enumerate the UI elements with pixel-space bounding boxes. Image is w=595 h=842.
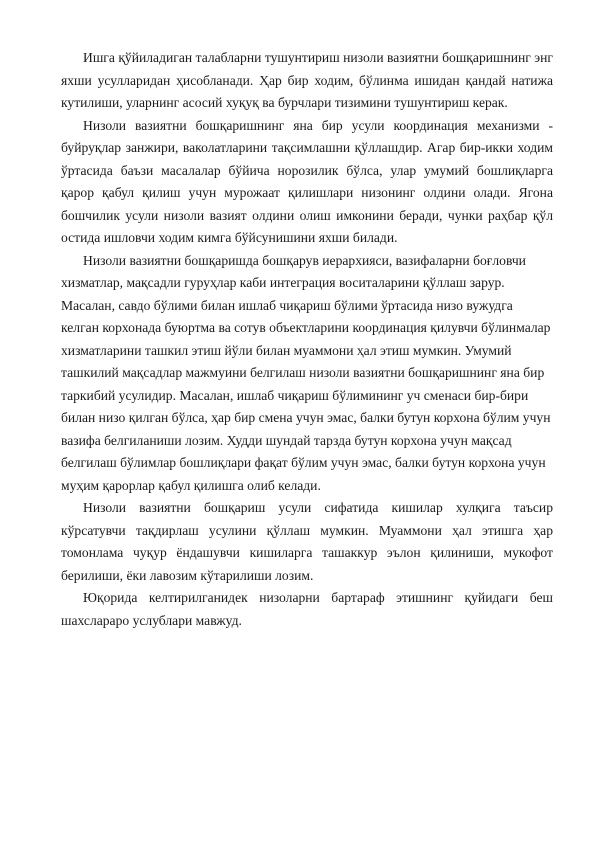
- paragraph-coordination-mechanism: Низоли вазиятни бошқаришнинг яна бир усули координация механизми - буйруқлар занжири, ваколатларини тақсимлашни қўллашдир. Агар бир-икки ходим ўртасида баъзи масалалар бўйича норозилик бўлса, улар умумий бошлиқларга қарор қабул қилиш учун мурожаат қилишлари низонинг олдини олади. Ягона бошчилик усули низоли вазият олдини олиш имконини беради, чунки раҳбар қўл остида ишловчи ходим кимга бўйсунишини яхши билади.: [61, 117, 553, 245]
- paragraph-job-requirements: Ишга қўйиладиган талабларни тушунтириш низоли вазиятни бошқаришнинг энг яхши усулларидан ҳисобланади. Ҳар бир ходим, бўлинма ишидан қандай натижа кутилиши, уларнинг асосий хуқуқ ва бурчлари тизимини тушунтириш керак.: [61, 50, 553, 110]
- paragraph-interpersonal-styles: Юқорида келтирилганидек низоларни бартараф этишнинг қуйидаги беш шахслараро услублари мавжуд.: [61, 590, 553, 628]
- document-body: [61, 47, 553, 632]
- paragraph-reward-method: Низоли вазиятни бошқариш усули сифатида кишилар хулқига таъсир кўрсатувчи тақдирлаш усулини қўллаш мумкин. Муаммони ҳал этишга ҳар томонлама чуқур ёндашувчи кишиларга ташаккур эълон қилиниши, мукофот берилиши, ёки лавозим кўтарилиши лозим.: [61, 500, 553, 583]
- paragraph-integration-tools: Низоли вазиятни бошқаришда бошқарув иерархияси, вазифаларни боғловчи хизматлар, мақсадли гуруҳлар каби интеграция воситаларини қўллаш зарур. Масалан, савдо бўлими билан ишлаб чиқариш бўлими ўртасида низо вужудга келган корхонада буюртма ва сотув объектларини координация қилувчи бўлинмалар хизматларини ташкил этиш йўли билан муаммони ҳал этиш мумкин. Умумий ташкилий мақсадлар мажмуини белгилаш низоли вазиятни бошқаришнинг яна бир таркибий усулидир. Масалан, ишлаб чиқариш бўлимининг уч сменаси бир-бири билан низо қилган бўлса, ҳар бир смена учун эмас, балки бутун корхона бўлим учун вазифа белгиланиши лозим. Худди шундай тарзда бутун корхона учун мақсад белгилаш бўлимлар бошлиқлари фақат бўлим учун эмас, балки бутун корхона учун муҳим қарорлар қабул қилишга олиб келади.: [61, 252, 551, 493]
